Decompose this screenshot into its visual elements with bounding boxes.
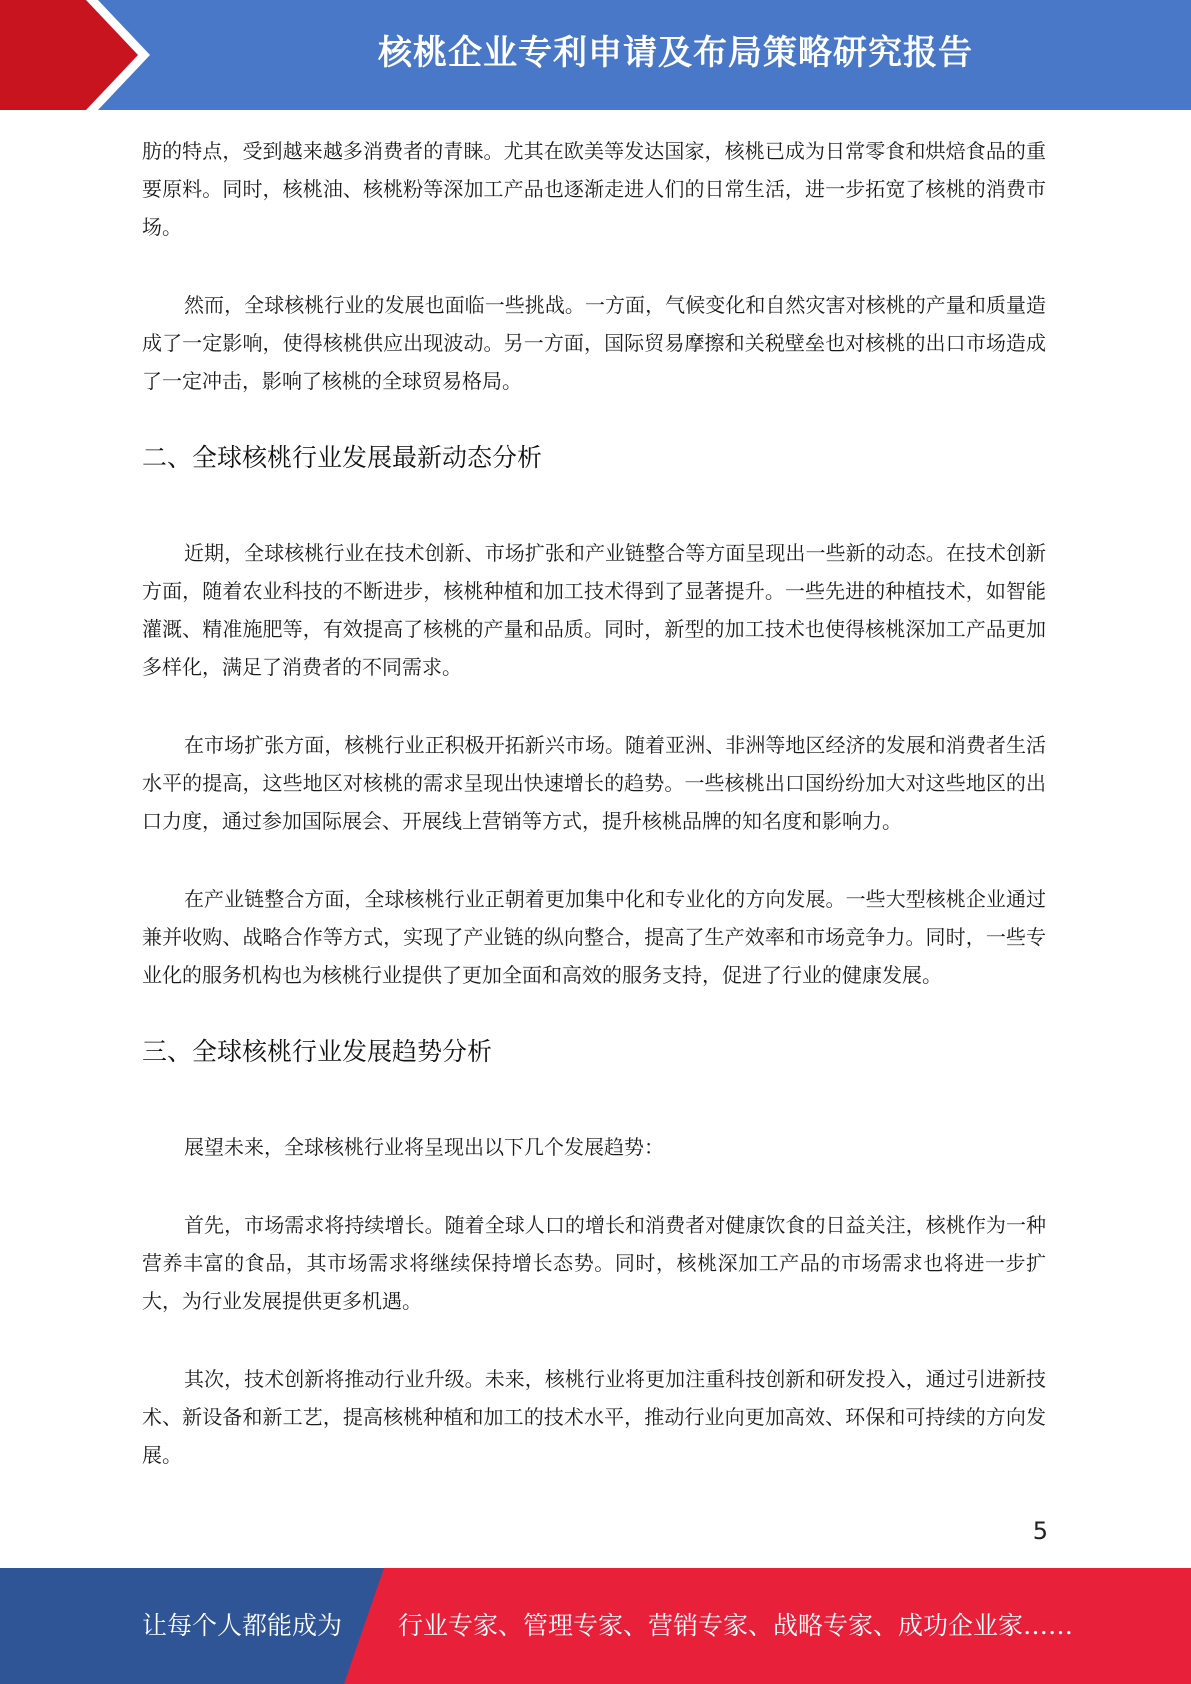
page-number: 5 (1032, 1517, 1048, 1545)
paragraph-1: 肪的特点，受到越来越多消费者的青睐。尤其在欧美等发达国家，核桃已成为日常零食和烘焙食品的重要原料。同时，核桃油、核桃粉等深加工产品也逐渐走进人们的日常生活，进一步拓宽了核桃的消费市场。 (142, 139, 1046, 239)
page-body (142, 132, 1046, 1514)
page-header (0, 0, 1191, 110)
paragraph-8: 其次，技术创新将推动行业升级。未来，核桃行业将更加注重科技创新和研发投入，通过引进新技术、新设备和新工艺，提高核桃种植和加工的技术水平，推动行业向更加高效、环保和可持续的方向发展。 (142, 1367, 1046, 1467)
paragraph-5: 在产业链整合方面，全球核桃行业正朝着更加集中化和专业化的方向发展。一些大型核桃企业通过兼并收购、战略合作等方式，实现了产业链的纵向整合，提高了生产效率和市场竞争力。同时，一些专业化的服务机构也为核桃行业提供了更加全面和高效的服务支持，促进了行业的健康发展。 (142, 887, 1046, 987)
footer-slogan-left: 让每个人都能成为 (142, 1611, 343, 1640)
paragraph-3: 近期，全球核桃行业在技术创新、市场扩张和产业链整合等方面呈现出一些新的动态。在技术创新方面，随着农业科技的不断进步，核桃种植和加工技术得到了显著提升。一些先进的种植技术，如智能灌溉、精准施肥等，有效提高了核桃的产量和品质。同时，新型的加工技术也使得核桃深加工产品更加多样化，满足了消费者的不同需求。 (142, 541, 1046, 679)
section-heading-2: 二、全球核桃行业发展最新动态分析 (142, 443, 543, 472)
paragraph-4: 在市场扩张方面，核桃行业正积极开拓新兴市场。随着亚洲、非洲等地区经济的发展和消费者生活水平的提高，这些地区对核桃的需求呈现出快速增长的趋势。一些核桃出口国纷纷加大对这些地区的出口力度，通过参加国际展会、开展线上营销等方式，提升核桃品牌的知名度和影响力。 (142, 733, 1046, 833)
page-footer (0, 1568, 1191, 1684)
footer-slogan-right: 行业专家、管理专家、营销专家、战略专家、成功企业家…… (398, 1611, 1074, 1640)
paragraph-7: 首先，市场需求将持续增长。随着全球人口的增长和消费者对健康饮食的日益关注，核桃作为一种营养丰富的食品，其市场需求将继续保持增长态势。同时，核桃深加工产品的市场需求也将进一步扩大，为行业发展提供更多机遇。 (142, 1213, 1046, 1313)
section-heading-3: 三、全球核桃行业发展趋势分析 (142, 1037, 493, 1066)
report-title: 核桃企业专利申请及布局策略研究报告 (378, 33, 973, 73)
paragraph-2: 然而，全球核桃行业的发展也面临一些挑战。一方面，气候变化和自然灾害对核桃的产量和质量造成了一定影响，使得核桃供应出现波动。另一方面，国际贸易摩擦和关税壁垒也对核桃的出口市场造成了一定冲击，影响了核桃的全球贸易格局。 (142, 293, 1046, 393)
paragraph-6: 展望未来，全球核桃行业将呈现出以下几个发展趋势： (184, 1135, 664, 1159)
